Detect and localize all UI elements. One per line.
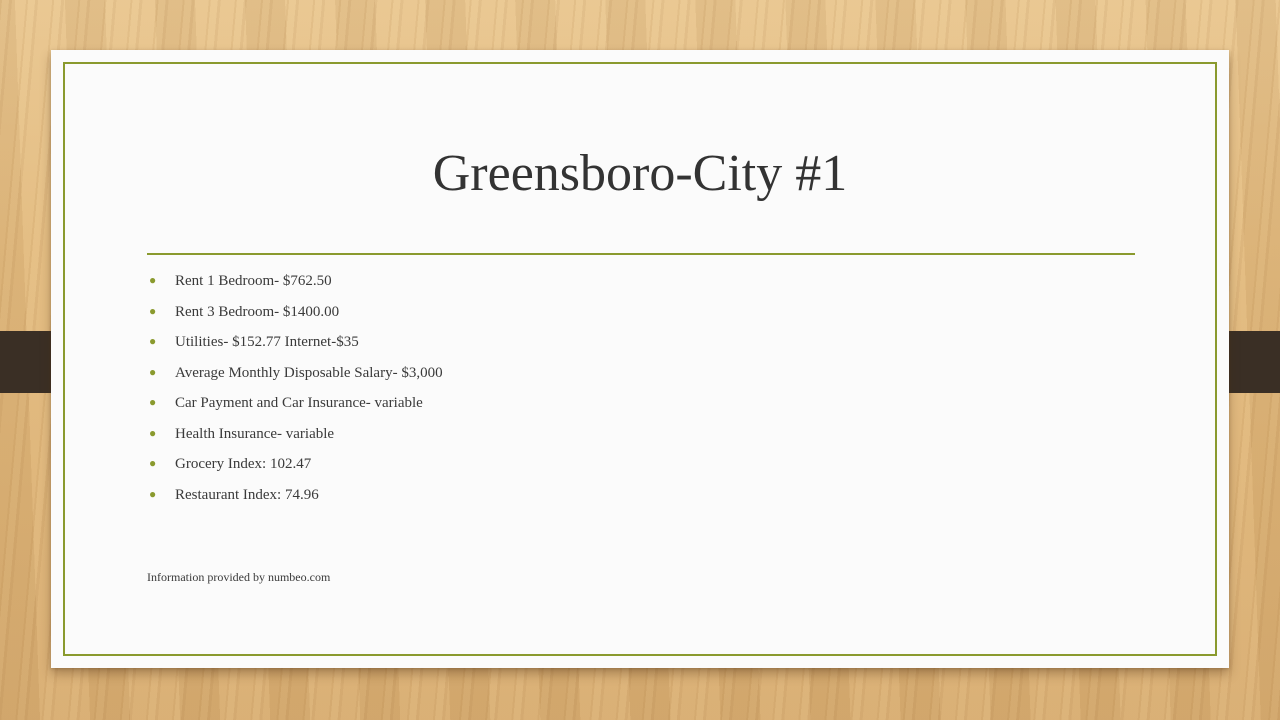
bullet-item bbox=[147, 480, 443, 511]
bullet-item bbox=[147, 266, 443, 297]
bullet-text: Car Payment and Car Insurance- variable bbox=[175, 395, 423, 411]
bullet-text: Grocery Index: 102.47 bbox=[175, 456, 312, 472]
bullet-item bbox=[147, 297, 443, 328]
bullet-list bbox=[147, 266, 443, 510]
bullet-item bbox=[147, 419, 443, 450]
bullet-item bbox=[147, 449, 443, 480]
bullet-dot-icon: ● bbox=[149, 395, 157, 409]
slide-title: Greensboro-City #1 bbox=[432, 145, 848, 202]
bullet-text: Restaurant Index: 74.96 bbox=[175, 486, 319, 503]
title-divider bbox=[147, 253, 1135, 255]
bullet-dot-icon: ● bbox=[149, 303, 157, 318]
bullet-text: Utilities- $152.77 Internet-$35 bbox=[175, 334, 359, 350]
bullet-item bbox=[147, 327, 443, 358]
bullet-item bbox=[147, 358, 443, 389]
source-note: Information provided by numbeo.com bbox=[147, 570, 331, 584]
bullet-dot-icon: ● bbox=[149, 486, 157, 501]
slide bbox=[51, 50, 1229, 668]
bullet-item bbox=[147, 388, 443, 419]
bullet-dot-icon: ● bbox=[149, 273, 157, 287]
bullet-text: Rent 3 Bedroom- $1400.00 bbox=[175, 303, 340, 320]
bullet-text: Rent 1 Bedroom- $762.50 bbox=[175, 273, 332, 289]
bullet-dot-icon: ● bbox=[149, 334, 157, 348]
bullet-dot-icon: ● bbox=[149, 364, 157, 379]
bullet-dot-icon: ● bbox=[149, 456, 157, 470]
bullet-dot-icon: ● bbox=[149, 425, 157, 440]
bullet-text: Average Monthly Disposable Salary- $3,000 bbox=[175, 364, 443, 381]
bullet-text: Health Insurance- variable bbox=[175, 425, 335, 442]
